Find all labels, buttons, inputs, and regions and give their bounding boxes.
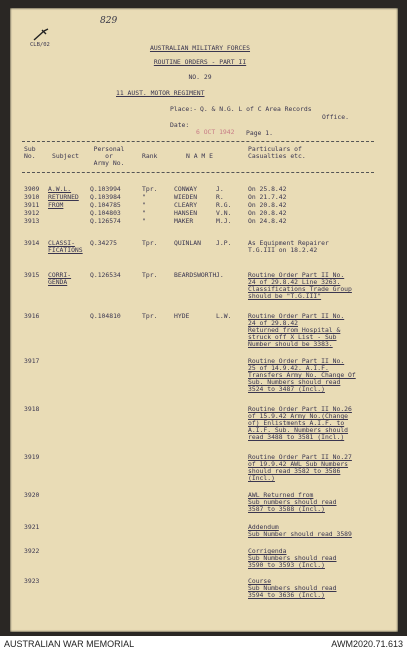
row-surname: QUINLAN bbox=[174, 239, 201, 247]
col-rank: Rank bbox=[142, 152, 158, 160]
col-subject: Subject bbox=[52, 152, 79, 160]
row-surname: WIEDEN bbox=[174, 193, 198, 201]
row-no: Q.34275 bbox=[90, 239, 117, 247]
row-surname: HANSEN bbox=[174, 209, 198, 217]
header-subtitle: ROUTINE ORDERS - PART II bbox=[153, 58, 247, 66]
place-label: Place:- bbox=[170, 105, 197, 113]
row-surname: MAKER bbox=[174, 217, 194, 225]
row-init: J.P. bbox=[216, 239, 232, 247]
row-no: Q.104810 bbox=[90, 312, 121, 320]
row-part: Routine Order Part II No. 24 of 29.8.42 Line 3263. Classifications Trade Group should be "T.G.III" bbox=[248, 271, 352, 300]
row-rank: " bbox=[142, 209, 146, 217]
row-init: R.G. bbox=[216, 201, 232, 209]
row-part: Routine Order Part II No.26 of 15.9.42 Army No.(Change of) Enlistments A.I.F. to A.I.F. Sub. Numbers should read 3488 to 3581 (Incl.) bbox=[248, 405, 352, 441]
row-part: On 21.7.42 bbox=[248, 193, 287, 201]
pin-icon bbox=[32, 28, 50, 42]
row-init: J. bbox=[216, 271, 224, 279]
row-part: Routine Order Part II No. 25 of 14.9.42. A.I.F. Transfers Army No. Change Of Sub. Numbers should read 3524 to 3487 (Incl.) bbox=[248, 357, 356, 393]
row-sub: 3918 bbox=[24, 405, 40, 413]
row-surname: CLEARY bbox=[174, 201, 198, 209]
row-subject: CLASSI- FICATIONS bbox=[48, 239, 83, 254]
row-subject: FROM bbox=[48, 201, 64, 209]
row-sub: 3922 bbox=[24, 547, 40, 555]
row-no: Q.103984 bbox=[90, 193, 121, 201]
row-rank: " bbox=[142, 193, 146, 201]
doc-ref: CLB/02 bbox=[30, 42, 50, 48]
row-init: M.J. bbox=[216, 217, 232, 225]
page-number: Page 1. bbox=[246, 129, 273, 137]
row-init: J. bbox=[216, 185, 224, 193]
row-part: Course Sub Numbers should read 3594 to 3636 (Incl.) bbox=[248, 577, 337, 599]
row-part: On 25.8.42 bbox=[248, 185, 287, 193]
row-surname: HYDE bbox=[174, 312, 190, 320]
row-sub: 3917 bbox=[24, 357, 40, 365]
row-no: Q.104803 bbox=[90, 209, 121, 217]
row-rank: Tpr. bbox=[142, 312, 158, 320]
row-surname: CONWAY bbox=[174, 185, 198, 193]
row-part: Corrigenda Sub Numbers should read 3590 to 3593 (Incl.) bbox=[248, 547, 337, 569]
row-surname: BEARDSWORTH bbox=[174, 271, 217, 279]
row-init: V.N. bbox=[216, 209, 232, 217]
row-sub: 3919 bbox=[24, 453, 40, 461]
row-part: On 20.8.42 bbox=[248, 201, 287, 209]
footer-bar bbox=[0, 636, 407, 653]
row-sub: 3910 bbox=[24, 193, 40, 201]
row-sub: 3915 bbox=[24, 271, 40, 279]
row-no: Q.126574 bbox=[90, 217, 121, 225]
row-sub: 3909 bbox=[24, 185, 40, 193]
row-part: Routine Order Part II No.27 of 19.9.42 AWL Sub Numbers should read 3582 to 3586 (Incl.) bbox=[248, 453, 352, 482]
header-title: AUSTRALIAN MILITARY FORCES bbox=[149, 44, 251, 52]
row-sub: 3916 bbox=[24, 312, 40, 320]
row-rank: Tpr. bbox=[142, 271, 158, 279]
col-personal: Personal or Army No. bbox=[93, 145, 125, 167]
row-rank: Tpr. bbox=[142, 185, 158, 193]
row-sub: 3913 bbox=[24, 217, 40, 225]
unit-name: 11 AUST. MOTOR REGIMENT bbox=[116, 89, 205, 97]
row-part: AWL Returned from Sub numbers should read 3587 to 3588 (Incl.) bbox=[248, 491, 337, 513]
row-init: L.W. bbox=[216, 312, 232, 320]
columns-rule bbox=[22, 172, 374, 173]
header-rule bbox=[22, 141, 374, 142]
footer-accession: AWM2020.71.613 bbox=[331, 639, 403, 649]
row-sub: 3921 bbox=[24, 523, 40, 531]
row-sub: 3923 bbox=[24, 577, 40, 585]
row-subject: RETURNED bbox=[48, 193, 79, 201]
row-sub: 3912 bbox=[24, 209, 40, 217]
row-part: Addendum Sub Number should read 3589 bbox=[248, 523, 352, 538]
row-no: Q.126534 bbox=[90, 271, 121, 279]
row-rank: " bbox=[142, 201, 146, 209]
row-no: Q.103994 bbox=[90, 185, 121, 193]
col-sub-no: Sub No. bbox=[24, 145, 36, 160]
row-subject: A.W.L. bbox=[48, 185, 72, 193]
place-value: Q. & N.G. L of C Area Records bbox=[200, 105, 312, 113]
row-sub: 3920 bbox=[24, 491, 40, 499]
row-part: On 24.8.42 bbox=[248, 217, 287, 225]
order-number: NO. 29 bbox=[188, 73, 212, 81]
row-no: Q.104785 bbox=[90, 201, 121, 209]
row-init: R. bbox=[216, 193, 224, 201]
row-part: On 20.8.42 bbox=[248, 209, 287, 217]
row-subject: CORRI- GENDA bbox=[48, 271, 72, 286]
row-rank: " bbox=[142, 217, 146, 225]
place-value-2: Office. bbox=[322, 113, 349, 121]
date-label: Date: bbox=[170, 121, 190, 129]
col-name: N A M E bbox=[186, 152, 213, 160]
date-stamp: 6 OCT 1942 bbox=[196, 128, 235, 136]
row-sub: 3911 bbox=[24, 201, 40, 209]
footer-source: AUSTRALIAN WAR MEMORIAL bbox=[4, 639, 135, 649]
row-part: Routine Order Part II No. 24 of 29.8.42 Returned from Hospital & struck off X List - Sub Number should be 3383. bbox=[248, 312, 345, 348]
handwritten-number: 829 bbox=[100, 16, 118, 26]
col-particulars: Particulars of Casualties etc. bbox=[248, 145, 306, 160]
row-part: As Equipment Repairer T.G.III on 18.2.42 bbox=[248, 239, 329, 254]
row-rank: Tpr. bbox=[142, 239, 158, 247]
row-sub: 3914 bbox=[24, 239, 40, 247]
